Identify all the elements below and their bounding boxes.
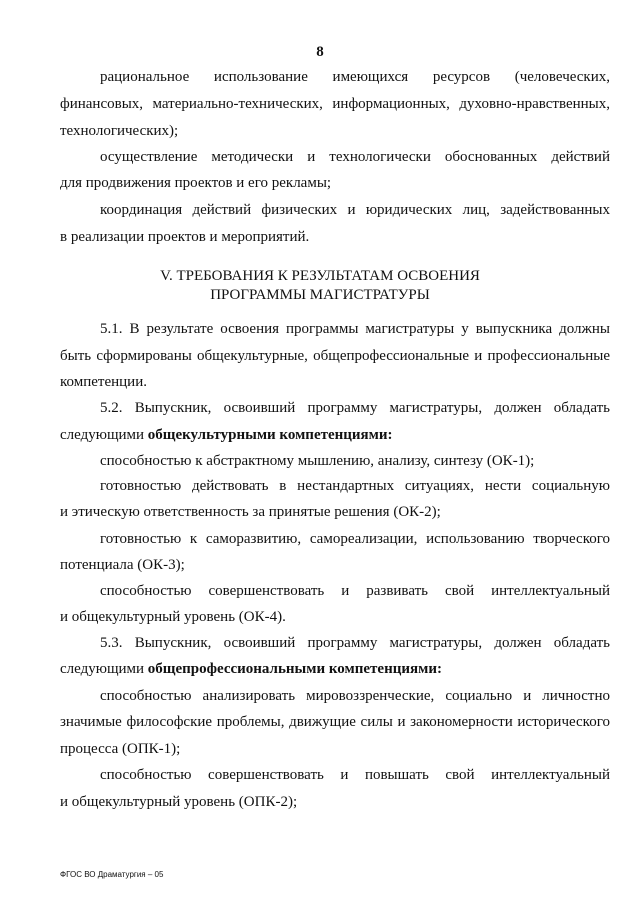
text-span: следующими	[60, 661, 148, 677]
text-line: и общекультурный уровень (ОПК-2);	[60, 794, 298, 810]
section-heading-line-1: V. ТРЕБОВАНИЯ К РЕЗУЛЬТАТАМ ОСВОЕНИЯ	[160, 268, 480, 284]
page-number: 8	[316, 44, 324, 60]
text-line: способностью к абстрактному мышлению, анализу, синтезу (ОК-1);	[100, 453, 535, 469]
text-line: 5.3. Выпускник, освоивший программу магистратуры, должен обладать	[100, 635, 610, 651]
text-line: финансовых, материально-технических, информационных, духовно-нравственных,	[60, 96, 610, 112]
text-span: следующими	[60, 427, 148, 443]
text-line: значимые философские проблемы, движущие силы и закономерности исторического	[60, 714, 610, 730]
text-line: компетенции.	[60, 374, 147, 390]
section-heading-line-2: ПРОГРАММЫ МАГИСТРАТУРЫ	[210, 287, 430, 303]
text-line: координация действий физических и юридических лиц, задействованных	[100, 202, 610, 218]
text-line: технологических);	[60, 123, 179, 139]
text-line: и общекультурный уровень (ОК-4).	[60, 609, 286, 625]
text-line: процесса (ОПК-1);	[60, 741, 181, 757]
document-footer: ФГОС ВО Драматургия – 05	[60, 870, 164, 879]
text-line: для продвижения проектов и его рекламы;	[60, 175, 332, 191]
text-line: в реализации проектов и мероприятий.	[60, 229, 310, 245]
text-line: готовностью действовать в нестандартных ситуациях, нести социальную	[100, 478, 610, 494]
text-line: осуществление методически и технологически обоснованных действий	[100, 149, 610, 165]
text-line: быть сформированы общекультурные, общепрофессиональные и профессиональные	[60, 348, 610, 364]
text-line: потенциала (ОК-3);	[60, 557, 185, 573]
text-line: способностью анализировать мировоззренческие, социально и личностно	[100, 688, 610, 704]
bold-term: общепрофессиональными компетенциями:	[147, 661, 442, 677]
text-line	[60, 426, 610, 445]
text-line: готовностью к саморазвитию, самореализации, использованию творческого	[100, 531, 610, 547]
text-line	[60, 660, 610, 679]
text-line: способностью совершенствовать и повышать свой интеллектуальный	[100, 767, 610, 783]
text-line: способностью совершенствовать и развивать свой интеллектуальный	[100, 583, 610, 599]
text-line: и этическую ответственность за принятые решения (ОК-2);	[60, 504, 441, 520]
bold-term: общекультурными компетенциями:	[147, 427, 393, 443]
text-line: 5.1. В результате освоения программы магистратуры у выпускника должны	[100, 321, 610, 337]
text-line: 5.2. Выпускник, освоивший программу магистратуры, должен обладать	[100, 400, 610, 416]
text-line: рациональное использование имеющихся ресурсов (человеческих,	[100, 69, 610, 85]
